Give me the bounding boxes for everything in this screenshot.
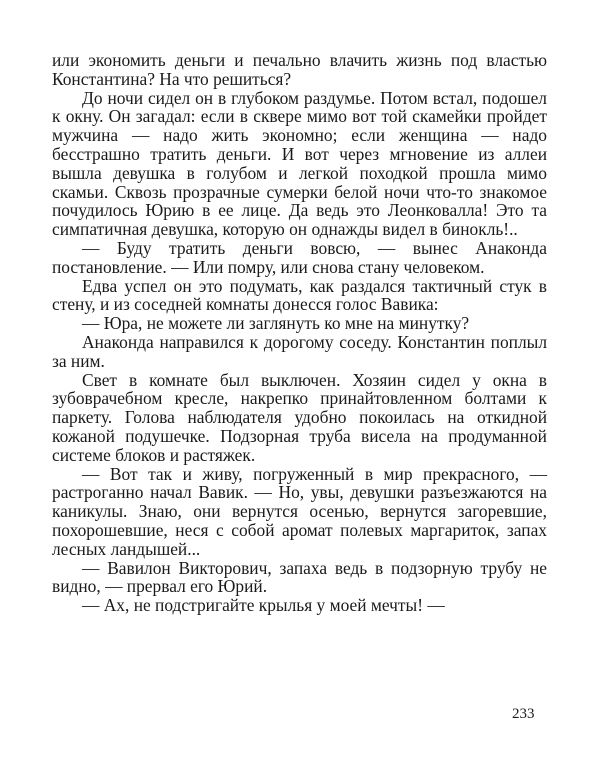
paragraph-2: До ночи сидел он в глубоком раздумье. Потом встал, подошел к окну. Он загадал: если в сквере мимо вот той скамейки пройдет мужчина — надо жить экономно; если женщина — надо бесстрашно тратить деньги. И вот через мгновение из аллеи вышла девушка в голубом и легкой походкой прошла мимо скамьи. Сквозь прозрачные сумерки белой ночи что-то знакомое почудилось Юрию в ее лице. Да ведь это Леонковалла! Это та симпатичная девушка, которую он однажды видел в бинокль!..: [52, 87, 547, 240]
paragraph-4: Едва успел он это подумать, как раздался тактичный стук в стену, и из соседней комнаты донесся голос Вавика:: [52, 275, 547, 315]
paragraph-9: — Вавилон Викторович, запаха ведь в подзорную трубу не видно, — прервал его Юрий.: [52, 557, 547, 597]
paragraph-8: — Вот так и живу, погруженный в мир прекрасного, — растроганно начал Вавик. — Но, увы, девушки разъезжаются на каникулы. Знаю, они вернутся осенью, вернутся загоревшие, похорошевшие, неся с собой аромат полевых маргариток, запах лесных ландышей...: [52, 463, 547, 559]
paragraph-6: Анаконда направился к дорогому соседу. Константин поплыл за ним.: [52, 331, 547, 371]
paragraph-10: — Ах, не подстригайте крылья у моей мечты! —: [82, 595, 445, 616]
page-text: [52, 51, 547, 615]
paragraph-1: или экономить деньги и печально влачить жизнь под властью Константина? На что решиться?: [52, 50, 547, 89]
paragraph-7: Свет в комнате был выключен. Хозяин сидел у окна в зубоврачебном кресле, накрепко принайтовленном болтами к паркету. Голова наблюдателя удобно покоилась на откидной кожаной подушечке. Подзорная труба висела на продуманной системе блоков и растяжек.: [52, 369, 547, 465]
page-number: 233: [512, 706, 535, 722]
paragraph-5: — Юра, не можете ли заглянуть ко мне на минутку?: [82, 313, 470, 334]
paragraph-3: — Буду тратить деньги вовсю, — вынес Анаконда постановление. — Или помру, или снова стану человеком.: [52, 237, 547, 277]
